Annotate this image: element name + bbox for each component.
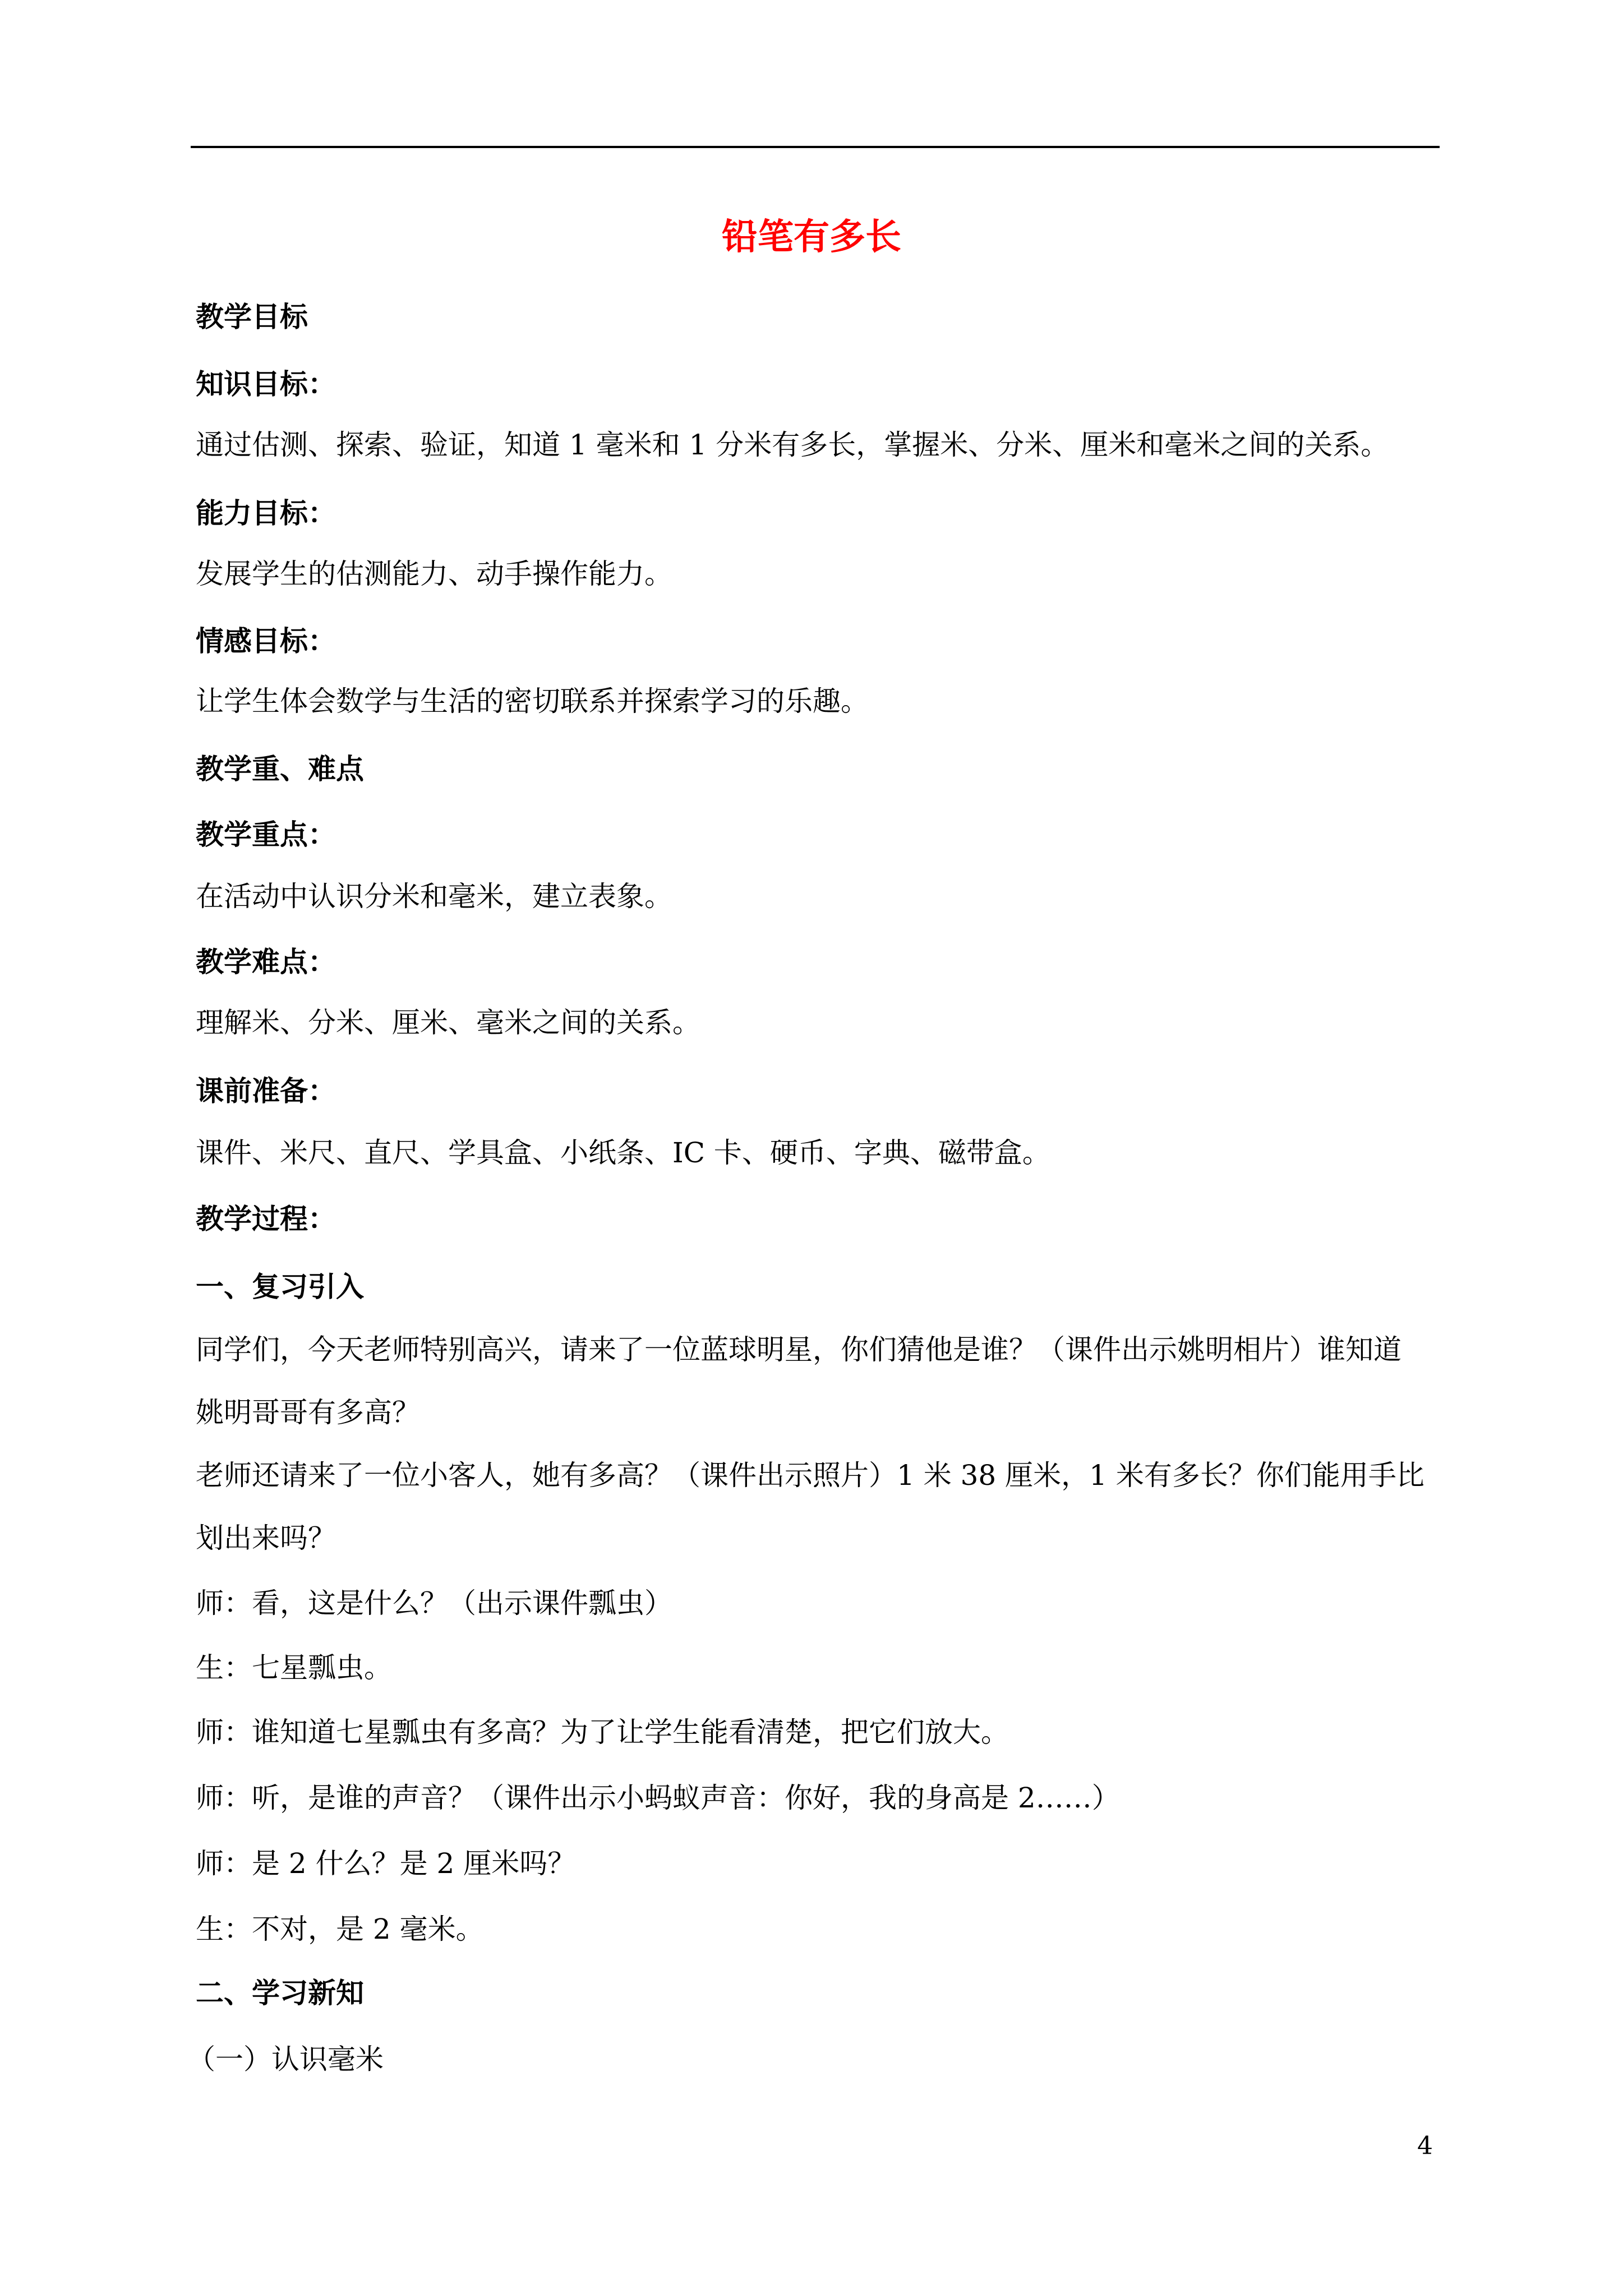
body-line: 理解米、分米、厘米、毫米之间的关系。 [196, 1006, 700, 1039]
body-line: 生：不对，是 2 毫米。 [196, 1913, 484, 1945]
body-line: 课件、米尺、直尺、学具盒、小纸条、IC 卡、硬币、字典、磁带盒。 [196, 1137, 1050, 1169]
body-line: 老师还请来了一位小客人，她有多高？（课件出示照片）1 米 38 厘米，1 米有多长？你们能用手比 [196, 1459, 1424, 1492]
page-number: 4 [1417, 2132, 1433, 2160]
body-line: 在活动中认识分米和毫米，建立表象。 [196, 880, 672, 913]
body-line: 发展学生的估测能力、动手操作能力。 [196, 558, 672, 590]
body-line: 师：看，这是什么？（出示课件瓢虫） [196, 1587, 672, 1619]
body-line: （一）认识毫米 [187, 2043, 384, 2076]
body-line: 师：谁知道七星瓢虫有多高？为了让学生能看清楚，把它们放大。 [196, 1716, 1009, 1749]
section-heading: 课前准备： [196, 1075, 336, 1107]
section-heading: 知识目标： [196, 368, 336, 401]
section-heading: 二、学习新知 [196, 1977, 364, 2009]
section-heading: 教学难点： [196, 946, 336, 978]
body-line: 划出来吗？ [196, 1522, 336, 1554]
section-heading: 一、复习引入 [196, 1271, 364, 1303]
section-heading: 教学过程： [196, 1203, 336, 1235]
section-heading: 能力目标： [196, 497, 336, 530]
section-heading: 教学目标 [196, 301, 308, 333]
body-line: 生：七星瓢虫。 [196, 1651, 392, 1684]
body-line: 姚明哥哥有多高？ [196, 1396, 420, 1429]
section-heading: 教学重、难点 [196, 753, 364, 785]
header-rule [191, 146, 1440, 148]
body-line: 师：听，是谁的声音？（课件出示小蚂蚁声音：你好，我的身高是 2……） [196, 1782, 1120, 1814]
section-heading: 教学重点： [196, 818, 336, 851]
body-line: 让学生体会数学与生活的密切联系并探索学习的乐趣。 [196, 685, 869, 717]
section-heading: 情感目标： [196, 625, 336, 657]
document-title: 铅笔有多长 [722, 217, 901, 258]
body-line: 通过估测、探索、验证，知道 1 毫米和 1 分米有多长，掌握米、分米、厘米和毫米之间的关系。 [196, 429, 1389, 461]
body-line: 师：是 2 什么？是 2 厘米吗？ [196, 1847, 576, 1880]
body-line: 同学们，今天老师特别高兴，请来了一位蓝球明星，你们猜他是谁？（课件出示姚明相片）谁知道 [196, 1333, 1401, 1366]
